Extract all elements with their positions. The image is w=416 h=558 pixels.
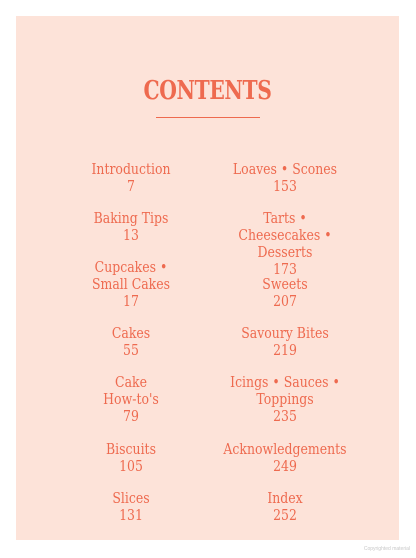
entry-page-number: 79: [123, 409, 139, 425]
contents-entry-cake-how-tos: [67, 375, 196, 426]
contents-entry-baking-tips: [67, 211, 196, 245]
entry-label-line-2: Desserts: [257, 245, 313, 261]
entry-page-number: 7: [127, 179, 135, 195]
entry-label-line-1: Cupcakes •: [94, 260, 168, 276]
contents-entry-icings-sauces-toppings: [221, 375, 350, 426]
entry-page-number: 249: [273, 459, 297, 475]
contents-entry-index: [221, 491, 350, 525]
entry-label: Baking Tips: [93, 211, 169, 227]
entry-label-line-2: How-to's: [103, 392, 159, 408]
contents-entry-biscuits: [67, 442, 196, 476]
entry-label: Savoury Bites: [241, 326, 329, 342]
book-page: [16, 16, 399, 540]
page-title: CONTENTS: [143, 76, 272, 106]
contents-entry-cupcakes-small-cakes: [67, 260, 196, 311]
contents-entry-introduction: [67, 162, 196, 196]
entry-label: Loaves • Scones: [232, 162, 338, 178]
entry-label: Index: [267, 491, 303, 507]
entry-label-line-2: Small Cakes: [91, 277, 171, 293]
entry-label-line-2: Toppings: [256, 392, 314, 408]
entry-page-number: 131: [119, 508, 143, 524]
entry-label: Acknowledgements: [223, 442, 347, 458]
entry-page-number: 207: [273, 294, 297, 310]
contents-entry-savoury-bites: [221, 326, 350, 360]
entry-page-number: 235: [273, 409, 297, 425]
entry-label: Cakes: [111, 326, 151, 342]
entry-label-line-1: Cake: [115, 375, 147, 391]
entry-label: Introduction: [91, 162, 171, 178]
entry-page-number: 13: [123, 228, 139, 244]
entry-label: Biscuits: [106, 442, 156, 458]
copyright-notice: Copyrighted material: [363, 546, 410, 552]
entry-label-line-1: Tarts • Cheesecakes •: [238, 211, 332, 244]
contents-entry-acknowledgements: [221, 442, 350, 476]
entry-page-number: 17: [123, 294, 139, 310]
entry-page-number: 173: [273, 262, 297, 278]
entry-page-number: 55: [123, 343, 139, 359]
contents-entry-sweets: [221, 277, 350, 311]
contents-entry-loaves-scones: [221, 162, 350, 196]
contents-entry-slices: [67, 491, 196, 525]
entry-page-number: 219: [273, 343, 297, 359]
entry-label: Sweets: [262, 277, 308, 293]
entry-page-number: 153: [273, 179, 297, 195]
entry-page-number: 105: [119, 459, 143, 475]
entry-page-number: 252: [273, 508, 297, 524]
contents-entry-cakes: [67, 326, 196, 360]
entry-label: Slices: [112, 491, 150, 507]
entry-label-line-1: Icings • Sauces •: [230, 375, 340, 391]
title-underline: [156, 117, 260, 118]
contents-entry-tarts-cheesecakes-desserts: [221, 211, 350, 279]
